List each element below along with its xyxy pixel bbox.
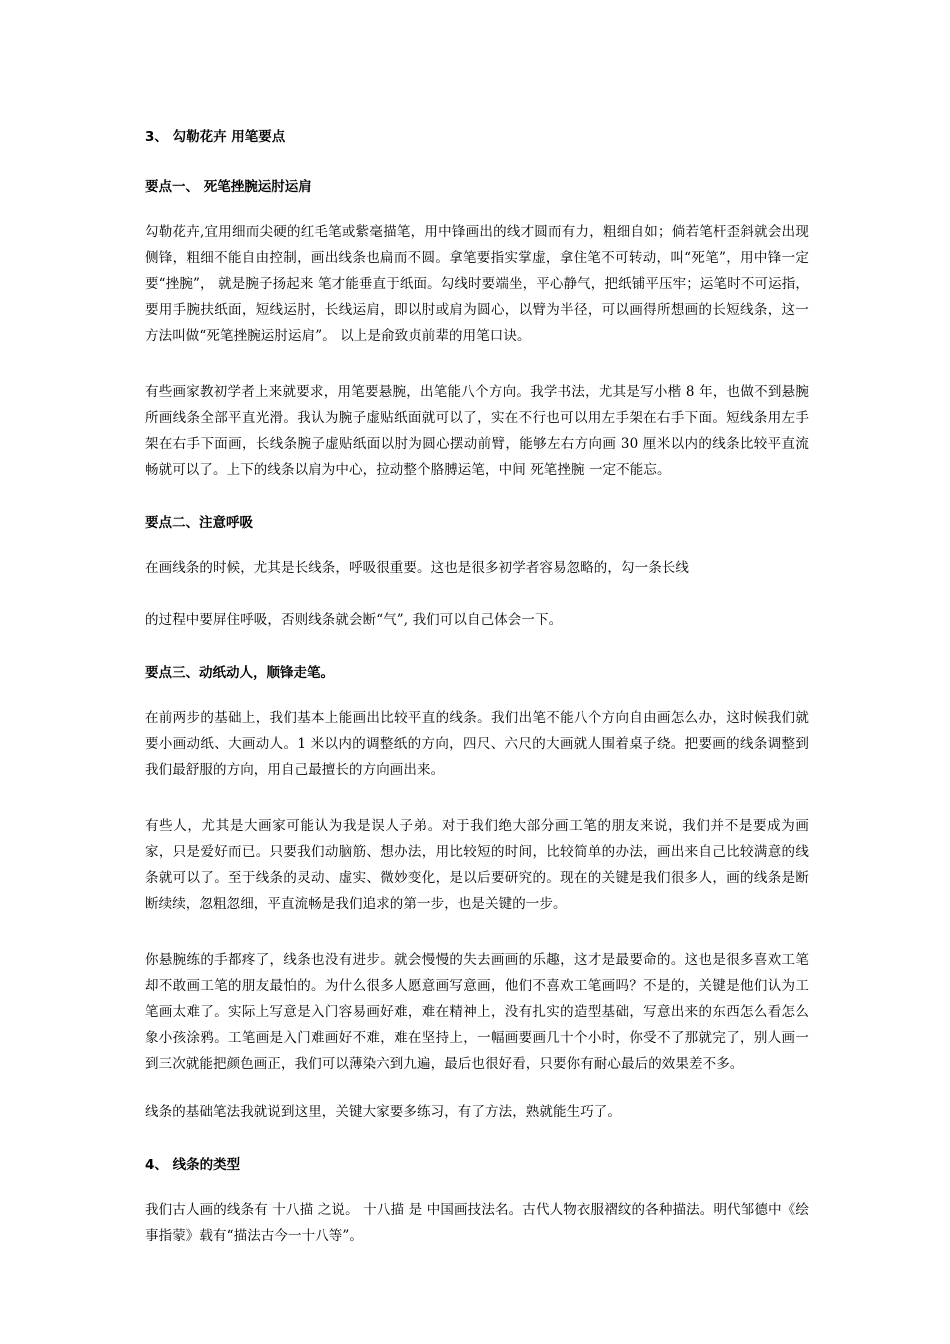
section-4-paragraph-1: 我们古人画的线条有 十八描 之说。 十八描 是 中国画技法名。古代人物衣服褶纹的各种描法。明代邹德中《绘事指蒙》载有“描法古今一十八等”。 <box>145 1202 809 1244</box>
section-4-heading: 4、 线条的类型 <box>145 1157 241 1173</box>
section-3-heading: 3、 勾勒花卉 用笔要点 <box>145 129 286 145</box>
point-3-paragraph-3: 你悬腕练的手都疼了，线条也没有进步。就会慢慢的失去画画的乐趣，这才是最要命的。这也是很多喜欢工笔却不敢画工笔的朋友最怕的。为什么很多人愿意画写意画，他们不喜欢工笔画吗？不是的，关键是他们认为工笔画太难了。实际上写意是入门容易画好难，难在精神上，没有扎实的造型基础，写意出来的东西怎么看怎么象小孩涂鸦。工笔画是入门难画好不难，难在坚持上，一幅画要画几十个小时，你受不了那就完了，别人画一到三次就能把颜色画正，我们可以薄染六到九遍，最后也很好看，只要你有耐心最后的效果差不多。 <box>145 952 809 1072</box>
point-2-paragraph-2: 的过程中要屏住呼吸，否则线条就会断“气”, 我们可以自己体会一下。 <box>145 612 563 628</box>
point-2-heading: 要点二、注意呼吸 <box>145 515 253 531</box>
document-body <box>145 127 809 1249</box>
point-2-paragraph-1: 在画线条的时候，尤其是长线条，呼吸很重要。这也是很多初学者容易忽略的，勾一条长线 <box>145 560 689 576</box>
point-3-paragraph-2: 有些人，尤其是大画家可能认为我是误人子弟。对于我们绝大部分画工笔的朋友来说，我们并不是要成为画家，只是爱好而已。只要我们动脑筋、想办法，用比较短的时间，比较简单的办法，画出来自己比较满意的线条就可以了。至于线条的灵动、虚实、微妙变化，是以后要研究的。现在的关键是我们很多人，画的线条是断断续续，忽粗忽细，平直流畅是我们追求的第一步，也是关键的一步。 <box>145 818 809 912</box>
point-1-heading: 要点一、 死笔挫腕运肘运肩 <box>145 179 312 195</box>
point-1-paragraph-1: 勾勒花卉,宜用细而尖硬的红毛笔或紫毫描笔，用中锋画出的线才圆而有力，粗细自如；倘若笔杆歪斜就会出现侧锋，粗细不能自由控制，画出线条也扁而不圆。拿笔要指实掌虚，拿住笔不可转动，叫“死笔”，用中锋一定要“挫腕”， 就是腕子扬起来 笔才能垂直于纸面。勾线时要端坐，平心静气，把纸铺平压牢；运笔时不可运指，要用手腕扶纸面，短线运肘，长线运肩，即以肘或肩为圆心，以臂为半径，可以画得所想画的长短线条，这一方法叫做“死笔挫腕运肘运肩”。 以上是俞致贞前辈的用笔口诀。 <box>145 224 809 344</box>
point-3-paragraph-4: 线条的基础笔法我就说到这里，关键大家要多练习，有了方法，熟就能生巧了。 <box>145 1104 621 1120</box>
point-3-heading: 要点三、动纸动人，顺锋走笔。 <box>145 665 334 681</box>
point-3-paragraph-1: 在前两步的基础上，我们基本上能画出比较平直的线条。我们出笔不能八个方向自由画怎么办，这时候我们就要小画动纸、大画动人。1 米以内的调整纸的方向，四尺、六尺的大画就人围着桌子绕。把要画的线条调整到我们最舒服的方向，用自己最擅长的方向画出来。 <box>145 710 809 778</box>
point-1-paragraph-2: 有些画家教初学者上来就要求，用笔要悬腕，出笔能八个方向。我学书法，尤其是写小楷 8 年，也做不到悬腕所画线条全部平直光滑。我认为腕子虚贴纸面就可以了，实在不行也可以用左手架在右手下面。短线条用左手架在右手下面画，长线条腕子虚贴纸面以肘为圆心摆动前臂，能够左右方向画 30 厘米以内的线条比较平直流畅就可以了。上下的线条以肩为中心，拉动整个胳膊运笔，中间 死笔挫腕 一定不能忘。 <box>145 384 809 478</box>
